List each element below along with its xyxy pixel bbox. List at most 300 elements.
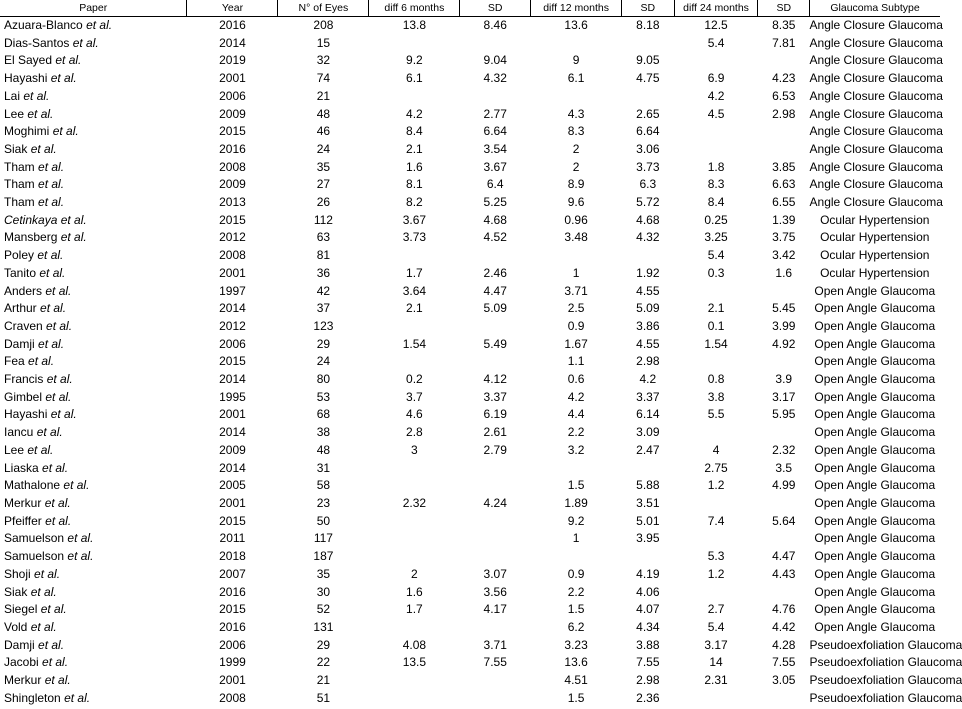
year-cell[interactable]: 2006 [219,637,246,652]
paper-cell[interactable] [0,406,187,424]
year-cell[interactable]: 1999 [219,655,246,670]
sd-6-cell[interactable]: 3.37 [483,389,507,404]
paper-cell[interactable] [0,336,187,354]
eyes-cell[interactable]: 131 [313,619,334,634]
sd-12-cell[interactable]: 4.07 [636,602,660,617]
sd-12-cell[interactable]: 5.09 [636,301,660,316]
diff-6-cell[interactable]: 2.32 [402,495,427,510]
diff-24-cell[interactable]: 5.4 [707,35,725,50]
diff-24-cell[interactable] [674,353,758,371]
eyes-cell[interactable]: 32 [316,53,331,68]
sd-6-cell[interactable] [460,672,531,690]
diff-12-cell[interactable]: 4.3 [567,106,585,121]
diff-6-cell[interactable]: 2.1 [406,141,423,156]
sd-12-cell[interactable]: 2.98 [636,673,660,688]
diff-6-cell[interactable]: 1.7 [406,602,423,617]
diff-24-cell[interactable]: 7.4 [707,513,725,528]
year-cell[interactable]: 2005 [219,478,246,493]
diff-6-cell[interactable]: 8.1 [406,177,423,192]
diff-24-cell[interactable]: 0.25 [704,212,728,227]
diff-12-cell[interactable]: 1.5 [567,690,585,705]
sd-6-cell[interactable] [460,318,531,336]
sd-12-cell[interactable]: 8.18 [636,18,660,32]
subtype-cell[interactable]: Angle Closure Glaucoma [809,106,943,121]
diff-6-cell[interactable]: 4.08 [402,637,427,652]
column-header-year[interactable]: Year [187,0,278,17]
diff-24-cell[interactable]: 0.3 [707,265,725,280]
sd-12-cell[interactable] [622,460,675,478]
diff-12-cell[interactable]: 8.9 [567,177,585,192]
diff-12-cell[interactable]: 4.51 [564,673,588,688]
subtype-cell[interactable]: Open Angle Glaucoma [814,566,936,581]
sd-24-cell[interactable]: 8.35 [772,18,796,32]
sd-6-cell[interactable] [460,530,531,548]
diff-6-cell[interactable]: 9.2 [406,53,423,68]
year-cell[interactable]: 2014 [219,372,246,387]
year-cell[interactable]: 2018 [219,549,246,564]
paper-cell[interactable] [0,619,187,637]
sd-6-cell[interactable]: 3.67 [483,159,507,174]
diff-12-cell[interactable]: 1.5 [567,478,585,493]
subtype-cell[interactable]: Open Angle Glaucoma [814,460,936,475]
sd-6-cell[interactable]: 3.07 [483,566,507,581]
eyes-cell[interactable]: 63 [316,230,331,245]
sd-24-cell[interactable] [758,530,810,548]
diff-12-cell[interactable]: 1.89 [564,495,588,510]
subtype-cell[interactable]: Ocular Hypertension [820,265,930,280]
paper-cell[interactable] [0,52,187,70]
diff-12-cell[interactable] [531,548,622,566]
diff-24-cell[interactable]: 2.7 [707,602,725,617]
sd-6-cell[interactable]: 2.79 [483,442,507,457]
column-header-paper[interactable]: Paper [0,0,187,17]
paper-cell[interactable] [0,530,187,548]
sd-24-cell[interactable]: 4.43 [772,566,796,581]
eyes-cell[interactable]: 30 [316,584,331,599]
column-header-glaucoma-subtype[interactable]: Glaucoma Subtype [810,0,940,17]
diff-12-cell[interactable]: 4.2 [567,389,585,404]
paper-cell[interactable] [0,300,187,318]
diff-12-cell[interactable]: 2.5 [567,301,585,316]
year-cell[interactable]: 2006 [219,336,246,351]
sd-6-cell[interactable]: 4.52 [483,230,507,245]
sd-24-cell[interactable] [758,141,810,159]
diff-6-cell[interactable]: 3 [411,442,418,457]
sd-12-cell[interactable]: 5.72 [636,195,660,210]
diff-24-cell[interactable]: 4 [712,442,720,457]
sd-12-cell[interactable]: 6.3 [639,177,657,192]
diff-24-cell[interactable]: 1.2 [707,478,725,493]
eyes-cell[interactable]: 187 [313,549,334,564]
paper-cell[interactable] [0,477,187,495]
column-header-diff-12-months[interactable]: diff 12 months [531,0,622,17]
sd-6-cell[interactable] [460,460,531,478]
sd-24-cell[interactable]: 3.05 [772,673,796,688]
sd-24-cell[interactable] [758,690,810,708]
eyes-cell[interactable]: 123 [313,318,334,333]
eyes-cell[interactable]: 117 [313,531,333,546]
subtype-cell[interactable]: Angle Closure Glaucoma [809,141,943,156]
diff-24-cell[interactable] [674,530,758,548]
diff-12-cell[interactable]: 0.96 [564,212,588,227]
column-header-sd-12[interactable]: SD [622,0,675,17]
diff-12-cell[interactable]: 1 [572,531,580,546]
sd-12-cell[interactable]: 2.36 [636,690,660,705]
subtype-cell[interactable]: Open Angle Glaucoma [814,336,936,351]
sd-24-cell[interactable]: 4.76 [772,602,796,617]
subtype-cell[interactable]: Angle Closure Glaucoma [809,88,943,103]
paper-cell[interactable] [0,442,187,460]
sd-6-cell[interactable]: 5.09 [483,301,507,316]
year-cell[interactable]: 2001 [219,71,246,86]
column-header-diff-24-months[interactable]: diff 24 months [674,0,758,17]
paper-cell[interactable] [0,141,187,159]
subtype-cell[interactable]: Open Angle Glaucoma [814,407,936,422]
subtype-cell[interactable]: Open Angle Glaucoma [814,389,936,404]
diff-24-cell[interactable]: 0.1 [707,318,725,333]
subtype-cell[interactable]: Open Angle Glaucoma [814,301,936,316]
diff-24-cell[interactable]: 2.1 [707,301,725,316]
sd-6-cell[interactable]: 2.61 [483,425,507,440]
diff-12-cell[interactable]: 6.1 [567,71,585,86]
diff-24-cell[interactable]: 14 [709,655,723,670]
eyes-cell[interactable]: 58 [316,478,331,493]
sd-12-cell[interactable]: 7.55 [636,655,660,670]
diff-6-cell[interactable] [369,35,460,53]
diff-6-cell[interactable] [369,619,460,637]
eyes-cell[interactable]: 37 [316,301,331,316]
year-cell[interactable]: 2012 [219,318,246,333]
year-cell[interactable]: 2008 [219,248,246,263]
diff-24-cell[interactable] [674,584,758,602]
sd-24-cell[interactable]: 7.55 [772,655,796,670]
paper-cell[interactable] [0,584,187,602]
diff-6-cell[interactable]: 1.6 [406,159,423,174]
sd-6-cell[interactable]: 4.24 [483,495,507,510]
diff-12-cell[interactable]: 2 [572,141,580,156]
diff-12-cell[interactable]: 13.6 [564,18,588,32]
sd-12-cell[interactable]: 3.06 [636,141,660,156]
subtype-cell[interactable]: Angle Closure Glaucoma [809,53,943,68]
paper-cell[interactable] [0,88,187,106]
subtype-cell[interactable]: Angle Closure Glaucoma [809,35,943,50]
sd-24-cell[interactable]: 4.42 [772,619,796,634]
year-cell[interactable]: 2016 [219,18,246,32]
diff-12-cell[interactable]: 6.2 [567,619,585,634]
paper-cell[interactable] [0,283,187,301]
subtype-cell[interactable]: Angle Closure Glaucoma [809,124,943,139]
paper-cell[interactable] [0,566,187,584]
diff-24-cell[interactable] [674,495,758,513]
eyes-cell[interactable]: 53 [316,389,331,404]
paper-cell[interactable] [0,318,187,336]
diff-6-cell[interactable]: 8.2 [406,195,423,210]
diff-24-cell[interactable]: 3.17 [704,637,728,652]
sd-6-cell[interactable] [460,619,531,637]
subtype-cell[interactable]: Angle Closure Glaucoma [809,177,943,192]
subtype-cell[interactable]: Open Angle Glaucoma [814,442,936,457]
sd-12-cell[interactable] [622,548,675,566]
subtype-cell[interactable]: Open Angle Glaucoma [814,602,936,617]
diff-12-cell[interactable] [531,35,622,53]
diff-6-cell[interactable]: 4.2 [406,106,423,121]
diff-24-cell[interactable]: 12.5 [704,18,728,32]
year-cell[interactable]: 1995 [219,389,246,404]
year-cell[interactable]: 2015 [219,513,246,528]
sd-24-cell[interactable]: 1.6 [775,265,793,280]
diff-6-cell[interactable]: 6.1 [406,71,423,86]
eyes-cell[interactable]: 42 [316,283,331,298]
sd-24-cell[interactable]: 4.28 [772,637,796,652]
sd-6-cell[interactable]: 8.46 [483,18,507,32]
sd-12-cell[interactable]: 6.64 [636,124,660,139]
sd-24-cell[interactable]: 1.39 [772,212,796,227]
sd-6-cell[interactable]: 3.54 [483,141,507,156]
sd-12-cell[interactable]: 2.98 [636,354,660,369]
sd-24-cell[interactable] [758,584,810,602]
diff-6-cell[interactable]: 2 [411,566,418,581]
paper-cell[interactable] [0,159,187,177]
subtype-cell[interactable]: Open Angle Glaucoma [814,513,936,528]
diff-6-cell[interactable] [369,530,460,548]
diff-12-cell[interactable]: 1.5 [567,602,585,617]
sd-6-cell[interactable]: 6.19 [483,407,507,422]
sd-12-cell[interactable]: 4.68 [636,212,660,227]
eyes-cell[interactable]: 21 [316,673,331,688]
diff-6-cell[interactable] [369,353,460,371]
sd-24-cell[interactable]: 3.9 [775,372,793,387]
year-cell[interactable]: 2015 [219,212,246,227]
diff-6-cell[interactable] [369,548,460,566]
year-cell[interactable]: 2014 [219,460,246,475]
diff-12-cell[interactable]: 9 [572,53,580,68]
year-cell[interactable]: 2016 [219,584,246,599]
subtype-cell[interactable]: Angle Closure Glaucoma [809,71,943,86]
sd-12-cell[interactable]: 2.65 [636,106,660,121]
year-cell[interactable]: 2008 [219,690,246,705]
paper-cell[interactable] [0,548,187,566]
sd-12-cell[interactable]: 9.05 [636,53,660,68]
diff-12-cell[interactable]: 13.6 [564,655,588,670]
sd-12-cell[interactable]: 4.34 [636,619,660,634]
sd-6-cell[interactable]: 6.64 [483,124,507,139]
diff-24-cell[interactable]: 2.75 [704,460,728,475]
sd-6-cell[interactable]: 5.49 [483,336,507,351]
diff-12-cell[interactable]: 3.48 [564,230,588,245]
subtype-cell[interactable]: Pseudoexfoliation Glaucoma [809,673,962,688]
diff-6-cell[interactable]: 3.73 [402,230,427,245]
sd-24-cell[interactable]: 3.75 [772,230,796,245]
diff-12-cell[interactable]: 0.6 [567,372,585,387]
sd-12-cell[interactable] [622,35,675,53]
diff-24-cell[interactable] [674,283,758,301]
sd-6-cell[interactable]: 2.77 [483,106,507,121]
subtype-cell[interactable]: Open Angle Glaucoma [814,425,936,440]
diff-12-cell[interactable]: 1 [572,265,580,280]
subtype-cell[interactable]: Open Angle Glaucoma [814,354,936,369]
year-cell[interactable]: 2007 [219,566,246,581]
diff-6-cell[interactable] [369,247,460,265]
year-cell[interactable]: 2001 [219,673,246,688]
eyes-cell[interactable]: 38 [316,425,331,440]
diff-6-cell[interactable]: 2.8 [406,425,423,440]
year-cell[interactable]: 2009 [219,177,246,192]
eyes-cell[interactable]: 51 [316,690,331,705]
diff-12-cell[interactable]: 0.9 [567,318,585,333]
sd-24-cell[interactable]: 6.63 [772,177,796,192]
diff-24-cell[interactable]: 8.4 [707,195,725,210]
sd-24-cell[interactable]: 2.32 [772,442,796,457]
sd-12-cell[interactable]: 4.2 [639,372,657,387]
sd-6-cell[interactable] [460,513,531,531]
diff-12-cell[interactable]: 1.67 [564,336,588,351]
sd-24-cell[interactable] [758,123,810,141]
eyes-cell[interactable]: 48 [316,106,331,121]
diff-6-cell[interactable] [369,460,460,478]
diff-12-cell[interactable] [531,247,622,265]
year-cell[interactable]: 2015 [219,602,246,617]
sd-24-cell[interactable]: 5.95 [772,407,796,422]
eyes-cell[interactable]: 35 [316,566,331,581]
sd-6-cell[interactable] [460,353,531,371]
sd-12-cell[interactable]: 3.86 [636,318,660,333]
sd-24-cell[interactable]: 3.85 [772,159,796,174]
diff-12-cell[interactable]: 0.9 [567,566,585,581]
diff-24-cell[interactable] [674,424,758,442]
diff-6-cell[interactable]: 3.7 [406,389,423,404]
sd-6-cell[interactable]: 4.32 [483,71,507,86]
subtype-cell[interactable]: Pseudoexfoliation Glaucoma [809,637,962,652]
year-cell[interactable]: 2001 [219,407,246,422]
sd-6-cell[interactable]: 4.12 [483,372,507,387]
sd-6-cell[interactable]: 7.55 [483,655,507,670]
subtype-cell[interactable]: Ocular Hypertension [820,230,930,245]
diff-6-cell[interactable] [369,477,460,495]
eyes-cell[interactable]: 74 [316,71,331,86]
diff-6-cell[interactable]: 0.2 [406,372,423,387]
sd-12-cell[interactable]: 3.88 [636,637,660,652]
sd-24-cell[interactable]: 3.99 [772,318,796,333]
paper-cell[interactable] [0,460,187,478]
subtype-cell[interactable]: Open Angle Glaucoma [814,478,936,493]
eyes-cell[interactable]: 21 [316,88,331,103]
sd-12-cell[interactable]: 4.55 [636,283,660,298]
sd-6-cell[interactable]: 6.4 [486,177,504,192]
year-cell[interactable]: 2014 [219,35,246,50]
sd-24-cell[interactable] [758,52,810,70]
paper-cell[interactable] [0,194,187,212]
sd-6-cell[interactable] [460,548,531,566]
sd-6-cell[interactable] [460,88,531,106]
subtype-cell[interactable]: Ocular Hypertension [820,248,930,263]
diff-24-cell[interactable] [674,141,758,159]
sd-6-cell[interactable] [460,35,531,53]
diff-24-cell[interactable]: 3.25 [704,230,728,245]
column-header-eyes[interactable]: N° of Eyes [278,0,369,17]
year-cell[interactable]: 2016 [219,619,246,634]
eyes-cell[interactable]: 24 [316,141,331,156]
diff-6-cell[interactable]: 3.67 [402,212,427,227]
sd-24-cell[interactable] [758,495,810,513]
subtype-cell[interactable]: Open Angle Glaucoma [814,549,936,564]
sd-6-cell[interactable]: 3.71 [483,637,507,652]
column-header-sd-6[interactable]: SD [460,0,531,17]
eyes-cell[interactable]: 46 [316,124,331,139]
year-cell[interactable]: 2008 [219,159,246,174]
eyes-cell[interactable]: 29 [316,336,331,351]
eyes-cell[interactable]: 22 [316,655,331,670]
paper-cell[interactable] [0,601,187,619]
paper-cell[interactable] [0,637,187,655]
diff-6-cell[interactable]: 8.4 [406,124,423,139]
sd-24-cell[interactable]: 6.55 [772,195,796,210]
diff-24-cell[interactable] [674,690,758,708]
diff-24-cell[interactable]: 5.4 [707,248,725,263]
subtype-cell[interactable]: Pseudoexfoliation Glaucoma [809,655,962,670]
sd-12-cell[interactable]: 4.06 [636,584,660,599]
eyes-cell[interactable]: 26 [316,195,331,210]
sd-12-cell[interactable]: 3.37 [636,389,660,404]
sd-24-cell[interactable]: 3.42 [772,248,796,263]
eyes-cell[interactable]: 23 [316,495,331,510]
sd-24-cell[interactable]: 7.81 [772,35,796,50]
subtype-cell[interactable]: Open Angle Glaucoma [814,495,936,510]
paper-cell[interactable] [0,106,187,124]
sd-12-cell[interactable]: 3.73 [636,159,660,174]
diff-12-cell[interactable] [531,88,622,106]
diff-12-cell[interactable]: 2 [572,159,580,174]
paper-cell[interactable] [0,371,187,389]
diff-6-cell[interactable]: 3.64 [402,283,427,298]
diff-12-cell[interactable]: 4.4 [567,407,585,422]
subtype-cell[interactable]: Open Angle Glaucoma [814,531,936,546]
eyes-cell[interactable]: 35 [316,159,331,174]
paper-cell[interactable] [0,690,187,708]
year-cell[interactable]: 2006 [219,88,246,103]
subtype-cell[interactable]: Angle Closure Glaucoma [809,18,943,32]
diff-24-cell[interactable]: 1.2 [707,566,725,581]
diff-24-cell[interactable]: 1.8 [707,159,725,174]
eyes-cell[interactable]: 15 [316,35,331,50]
sd-24-cell[interactable]: 4.47 [772,549,796,564]
diff-6-cell[interactable] [369,672,460,690]
sd-24-cell[interactable]: 3.5 [775,460,793,475]
eyes-cell[interactable]: 81 [316,248,331,263]
year-cell[interactable]: 2016 [219,141,246,156]
subtype-cell[interactable]: Open Angle Glaucoma [814,318,936,333]
paper-cell[interactable] [0,495,187,513]
sd-12-cell[interactable]: 4.19 [636,566,660,581]
sd-6-cell[interactable] [460,247,531,265]
sd-12-cell[interactable]: 4.55 [636,336,660,351]
sd-12-cell[interactable]: 4.75 [636,71,660,86]
sd-24-cell[interactable]: 5.45 [772,301,796,316]
eyes-cell[interactable]: 48 [316,442,331,457]
subtype-cell[interactable]: Open Angle Glaucoma [814,584,936,599]
year-cell[interactable]: 2014 [219,425,246,440]
paper-cell[interactable] [0,123,187,141]
year-cell[interactable]: 2011 [219,531,246,546]
sd-6-cell[interactable]: 9.04 [483,53,507,68]
sd-6-cell[interactable]: 4.47 [483,283,507,298]
diff-12-cell[interactable] [531,460,622,478]
sd-6-cell[interactable]: 3.56 [483,584,507,599]
year-cell[interactable]: 2015 [219,124,246,139]
diff-24-cell[interactable]: 3.8 [707,389,725,404]
sd-6-cell[interactable]: 4.68 [483,212,507,227]
eyes-cell[interactable]: 29 [316,637,331,652]
sd-24-cell[interactable] [758,424,810,442]
